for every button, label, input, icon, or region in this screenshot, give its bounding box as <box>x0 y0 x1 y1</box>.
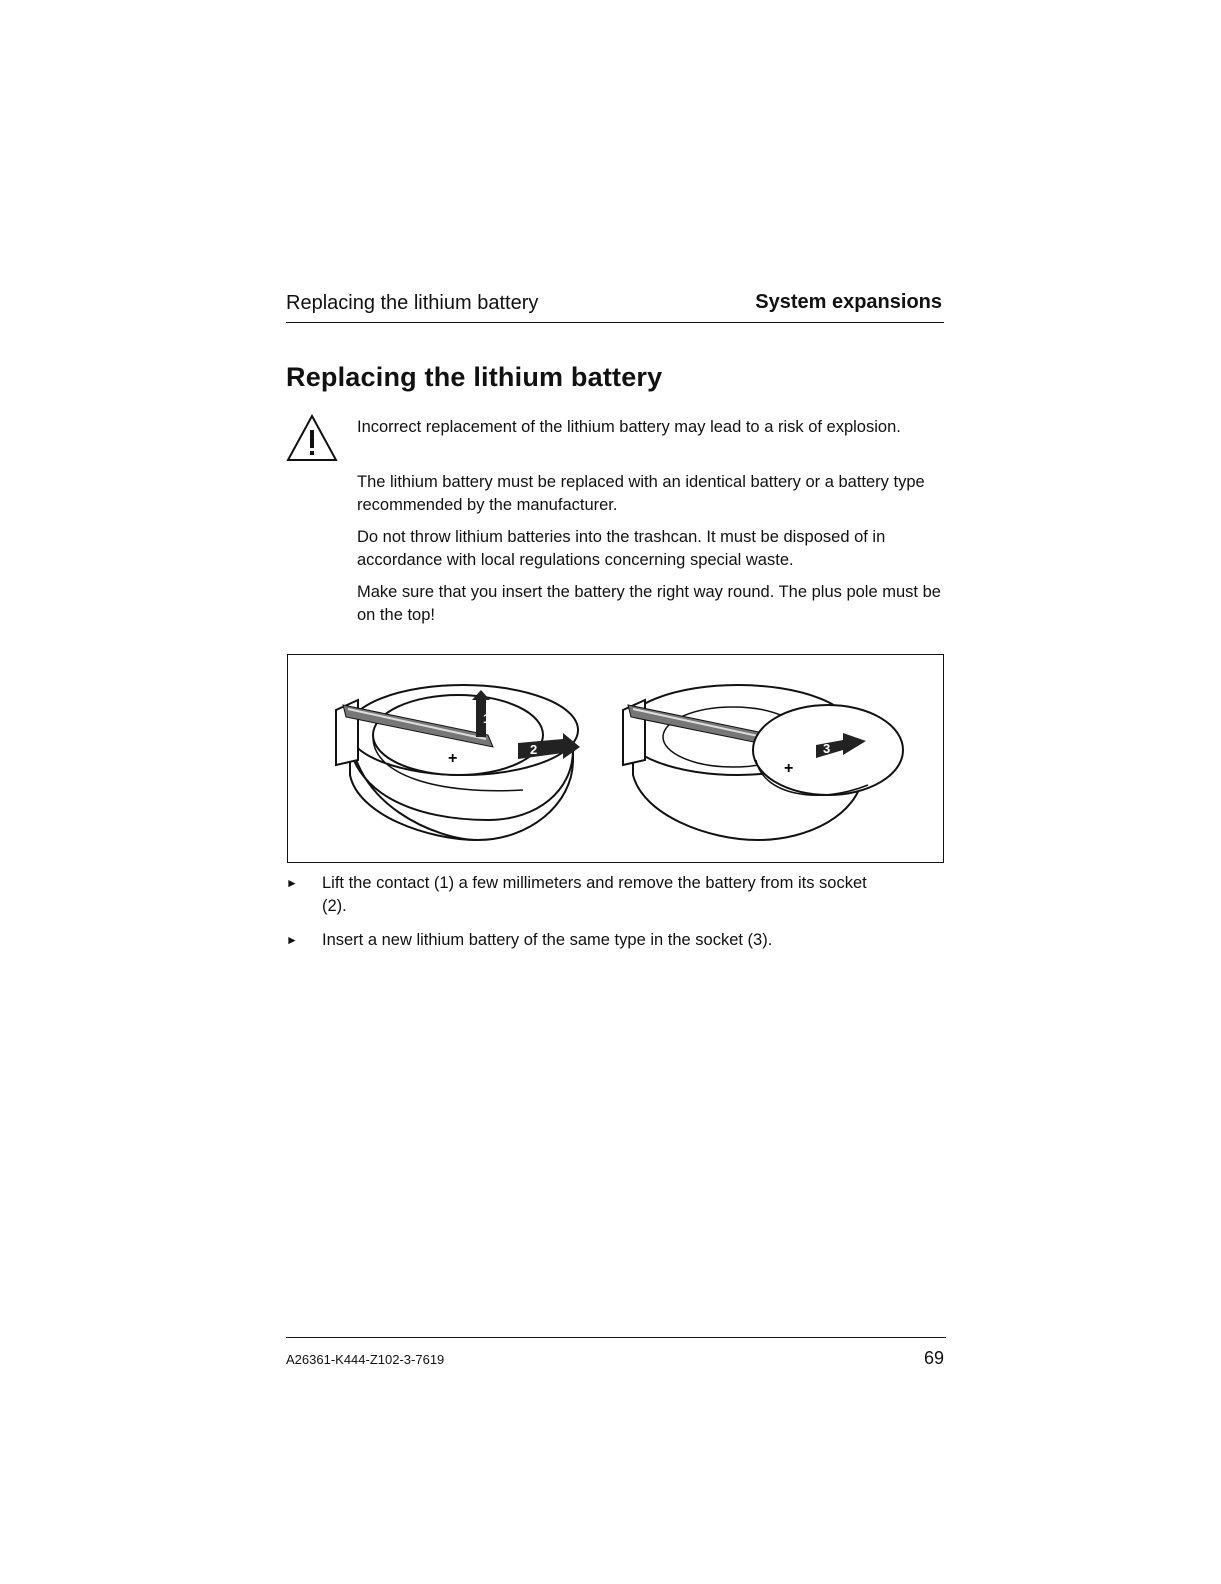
warning-paragraph: Do not throw lithium batteries into the trashcan. It must be disposed of in accordance with local regulations concerning special waste. <box>357 528 886 569</box>
warning-triangle-icon <box>286 414 338 462</box>
page-title: Replacing the lithium battery <box>286 362 663 392</box>
step-label-1: 1 <box>483 711 491 726</box>
plus-pole-label: + <box>448 750 458 767</box>
warning-paragraph: Make sure that you insert the battery the right way round. The plus pole must be on the top! <box>357 583 941 624</box>
battery-illustration <box>287 654 944 863</box>
document-code: A26361-K444-Z102-3-7619 <box>286 1352 445 1367</box>
header-section: Replacing the lithium battery <box>286 292 539 314</box>
step-label-2: 2 <box>530 742 538 757</box>
step-text: Insert a new lithium battery of the same type in the socket (3). <box>322 931 773 949</box>
page-number: 69 <box>923 1348 944 1368</box>
warning-paragraph: The lithium battery must be replaced with an identical battery or a battery type recommended by the manufacturer. <box>357 473 925 514</box>
bullet-arrow-icon: ► <box>286 876 298 890</box>
footer-divider <box>286 1337 946 1338</box>
warning-paragraph: Incorrect replacement of the lithium battery may lead to a risk of explosion. <box>357 418 901 436</box>
step-label-3: 3 <box>823 741 831 756</box>
running-header <box>286 290 944 323</box>
plus-pole-label: + <box>784 760 794 777</box>
header-chapter: System expansions <box>755 291 942 313</box>
step-text: Lift the contact (1) a few millimeters and remove the battery from its socket (2). <box>322 874 867 915</box>
bullet-arrow-icon: ► <box>286 933 298 947</box>
